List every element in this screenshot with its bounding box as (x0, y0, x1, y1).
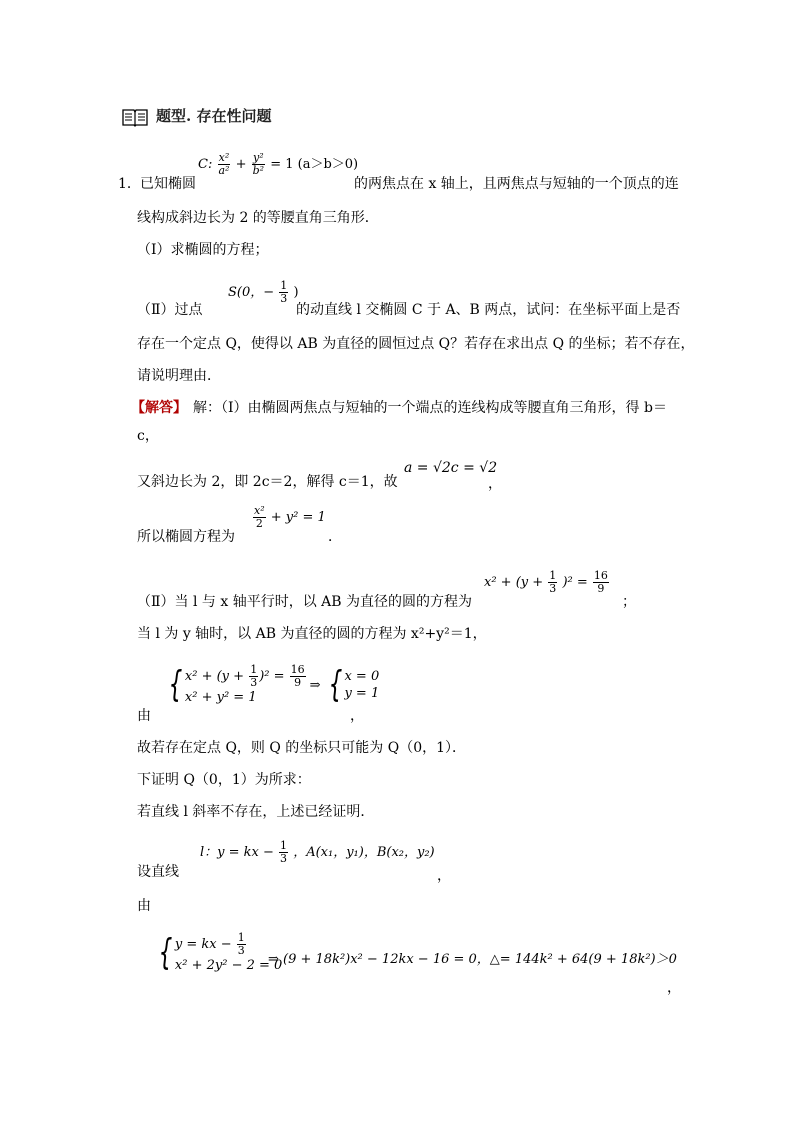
solution-step-1: 解：（Ⅰ）由椭圆两焦点与短轴的一个端点的连线构成等腰直角三角形，得 b＝ (193, 400, 667, 416)
comma-2: ， (350, 708, 364, 724)
problem-intro-continued: 的两焦点在 x 轴上，且两焦点与短轴的一个顶点的连 (354, 176, 679, 192)
solution-step-2: 又斜边长为 2，即 2c＝2，解得 c＝1，故 (137, 474, 398, 490)
comma: ， (488, 476, 502, 492)
comma-4: ， (667, 980, 681, 996)
ellipse-result: $\frac{\text{x²}}{2}$ + y² = 1 (254, 504, 326, 530)
ellipse-equation: C: $\frac{\text{x²}}{\text{a²}}$ + $\frac{\text{y²}}{\text{b²}}$ = 1 (a＞b＞0) (198, 151, 359, 177)
solution-step-11: 由 (137, 898, 151, 914)
a-value: a = √2c = √2 (404, 460, 498, 476)
point-s: S(0，− $\frac{1}{3}$ ) (228, 279, 299, 305)
section-heading: 题型. 存在性问题 (156, 107, 272, 125)
solution-tag: 【解答】 (131, 400, 187, 416)
problem-intro: 已知椭圆 (140, 176, 196, 192)
solution-step-3: 所以椭圆方程为 (137, 529, 235, 545)
line-equation: l：y = kx − $\frac{1}{3}$ ，A(x₁，y₁)，B(x₂，y₂) (200, 839, 435, 865)
system-2: { y = kx − $\frac{1}{3}$ x² + 2y² − 2 = 0 (158, 931, 283, 973)
part-2-text: 的动直线 l 交椭圆 C 于 A、B 两点，试问：在坐标平面上是否 (296, 302, 681, 318)
solution-step-5: 当 l 为 y 轴时，以 AB 为直径的圆的方程为 x²+y²＝1， (137, 626, 487, 642)
part-2-line-2: 存在一个定点 Q，使得以 AB 为直径的圆恒过点 Q？若存在求出点 Q 的坐标；若不存在， (137, 336, 695, 352)
period: ． (328, 529, 342, 545)
semicolon: ； (622, 594, 636, 610)
solution-step-7: 故若存在定点 Q，则 Q 的坐标只可能为 Q（0，1）． (137, 740, 467, 756)
part-2-line-3: 请说明理由． (137, 368, 221, 384)
solution-step-1b: c， (137, 428, 159, 444)
solution-step-6: 由 (137, 708, 151, 724)
problem-number: 1． (118, 176, 141, 192)
solution-step-10: 设直线 (137, 864, 179, 880)
problem-line-2: 线构成斜边长为 2 的等腰直角三角形． (137, 210, 379, 226)
circle-equation-1: x² + (y + $\frac{1}{3}$ )² = $\frac{16}{9}$ (484, 569, 608, 595)
system-1: { x² + (y + $\frac{1}{3}$ )² = $\frac{16}{9}$ x² + y² = 1 ⇒ { x = 0 y = 1 (168, 663, 380, 705)
open-book-icon (121, 107, 149, 127)
part-2-label: （Ⅱ）过点 (137, 302, 203, 318)
comma-3: ， (437, 868, 451, 884)
solution-step-9: 若直线 l 斜率不存在，上述已经证明． (137, 804, 375, 820)
solution-step-4: （Ⅱ）当 l 与 x 轴平行时，以 AB 为直径的圆的方程为 (137, 594, 472, 610)
part-1: （Ⅰ）求椭圆的方程； (137, 242, 269, 258)
solution-step-8: 下证明 Q（0，1）为所求： (137, 772, 311, 788)
quadratic-result: ⇒ (9 + 18k²)x² − 12kx − 16 = 0，△= 144k² + 64(9 + 18k²)＞0 (268, 952, 677, 967)
